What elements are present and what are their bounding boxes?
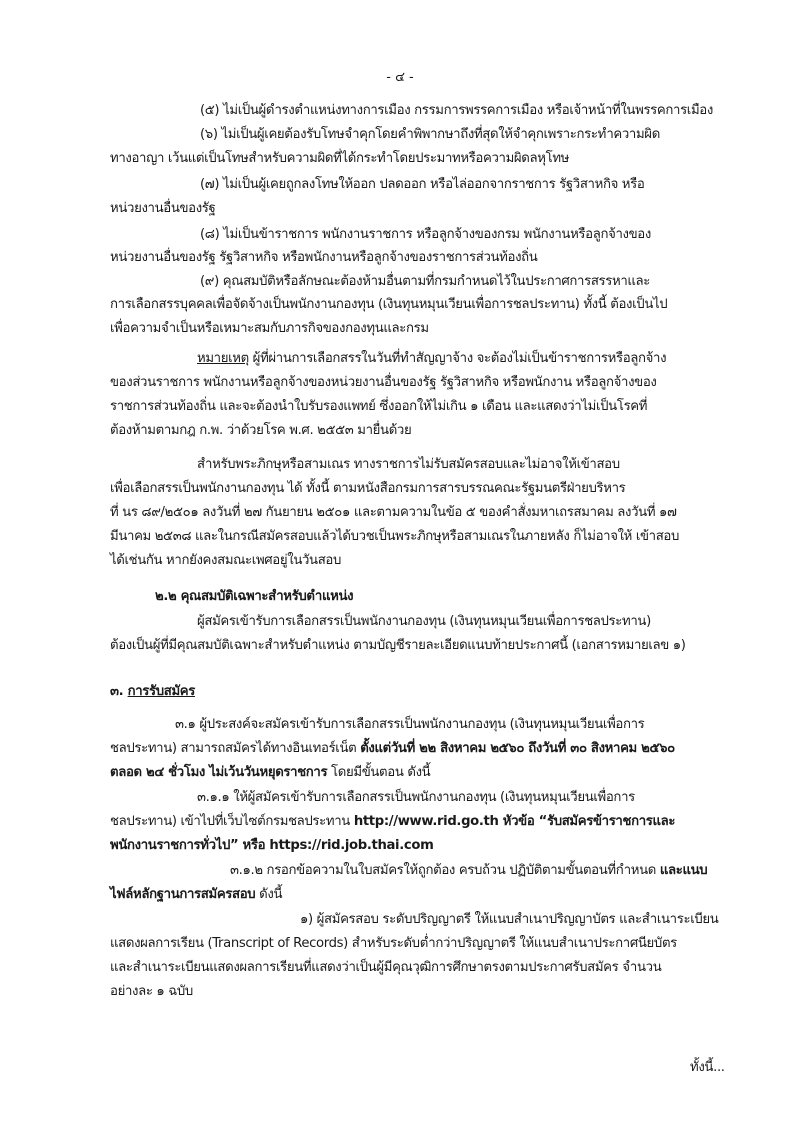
item-1-line-1: ๑) ผู้สมัครสอบ ระดับปริญญาตรี ให้แนบสำเนาปริญญาบัตร และสำเนาระเบียน: [300, 912, 719, 927]
section-3-number: ๓.: [110, 684, 128, 699]
note-label: หมายเหตุ: [197, 351, 249, 366]
monk-line-4: มีนาคม ๒๕๓๘ และในกรณีสมัครสอบแล้วได้บวชเป็นพระภิกษุหรือสามเณรในภายหลัง ก็ไม่อาจให้ เข้าสอบ: [110, 529, 680, 544]
para-3-1-text: ชลประทาน) สามารถสมัครได้ทางอินเทอร์เน็ต: [110, 741, 361, 756]
section-2-2-line-2: ต้องเป็นผู้ที่มีคุณสมบัติเฉพาะสำหรับตำแหน่ง ตามบัญชีรายละเอียดแนบท้ายประกาศนี้ (เอกสารหมายเลข ๑): [110, 638, 686, 653]
item-9-line-1: (๙) คุณสมบัติหรือลักษณะต้องห้ามอื่นตามที่กรมกำหนดไว้ในประกาศการสรรหาและ: [200, 274, 651, 289]
section-2-2-heading: ๒.๒ คุณสมบัติเฉพาะสำหรับตำแหน่ง: [155, 589, 354, 604]
note-line-4: ต้องห้ามตามกฎ ก.พ. ว่าด้วยโรค พ.ศ. ๒๕๕๓ มายื่นด้วย: [110, 423, 412, 438]
para-3-1-1-line-1: ๓.๑.๑ ให้ผู้สมัครเข้ารับการเลือกสรรเป็นพนักงานกองทุน (เงินทุนหมุนเวียนเพื่อการ: [197, 790, 635, 805]
para-3-1-line-2: [110, 739, 675, 759]
topic-label-cont: พนักงานราชการทั่วไป” หรือ: [110, 838, 270, 853]
monk-line-1: สำหรับพระภิกษุหรือสามเณร ทางราชการไม่รับสมัครสอบและไม่อาจให้เข้าสอบ: [197, 457, 620, 472]
note-line-3: ราชการส่วนท้องถิ่น และจะต้องนำใบรับรองแพทย์ ซึ่งออกให้ไม่เกิน ๑ เดือน และแสดงว่าไม่เป็นโรคที่: [110, 399, 648, 414]
item-6-line-1: (๖) ไม่เป็นผู้เคยต้องรับโทษจำคุกโดยคำพิพากษาถึงที่สุดให้จำคุกเพราะกระทำความผิด: [200, 127, 660, 142]
para-3-1-steps: โดยมีขั้นตอน ดังนี้: [327, 765, 431, 780]
item-1-line-2: แสดงผลการเรียน (Transcript of Records) สำหรับระดับต่ำกว่าปริญญาตรี ให้แนบสำเนาประกาศนียบัตร: [110, 936, 677, 951]
application-hours: ตลอด ๒๔ ชั่วโมง ไม่เว้นวันหยุดราชการ: [110, 765, 328, 780]
item-9-line-2: การเลือกสรรบุคคลเพื่อจัดจ้างเป็นพนักงานกองทุน (เงินทุนหมุนเวียนเพื่อการชลประทาน) ทั้งนี้ ต้องเป็นไป: [110, 297, 668, 312]
para-3-1-1-text: ชลประทาน) เข้าไปที่เว็บไซต์กรมชลประทาน: [110, 814, 354, 829]
para-3-1-2-attach: และแนบ: [659, 863, 708, 878]
application-period: ตั้งแต่วันที่ ๒๒ สิงหาคม ๒๕๖๐ ถึงวันที่ ๓๐ สิงหาคม ๒๕๖๐: [360, 741, 675, 756]
section-3-title: การรับสมัคร: [127, 684, 196, 699]
monk-line-3: ที่ นร ๘๙/๒๕๐๑ ลงวันที่ ๒๗ กันยายน ๒๕๐๑ และตามความในข้อ ๕ ของคำสั่งมหาเถรสมาคม ลงวันที่ ๑๗: [110, 505, 677, 520]
item-1-line-3: และสำเนาระเบียนแสดงผลการเรียนที่แสดงว่าเป็นผู้มีคุณวุฒิการศึกษาตรงตามประกาศรับสมัคร จำนวน: [110, 960, 662, 975]
para-3-1-1-line-3: [110, 836, 433, 856]
monk-line-2: เพื่อเลือกสรรเป็นพนักงานกองทุน ได้ ทั้งนี้ ตามหนังสือกรมการสารบรรณคณะรัฐมนตรีฝ่ายบริหาร: [110, 481, 626, 496]
para-3-1-1-line-2: [110, 812, 675, 832]
para-3-1-line-3: [110, 763, 430, 783]
rid-website-link[interactable]: http://www.rid.go.th: [353, 814, 499, 829]
item-7-line-2: หน่วยงานอื่นของรัฐ: [110, 201, 216, 216]
item-5: (๕) ไม่เป็นผู้ดำรงตำแหน่งทางการเมือง กรรมการพรรคการเมือง หรือเจ้าหน้าที่ในพรรคการเมือง: [200, 103, 713, 118]
note-text: ผู้ที่ผ่านการเลือกสรรในวันที่ทำสัญญาจ้าง จะต้องไม่เป็นข้าราชการหรือลูกจ้าง: [248, 351, 667, 366]
item-6-line-2: ทางอาญา เว้นแต่เป็นโทษสำหรับความผิดที่ได้กระทำโดยประมาทหรือความผิดลหุโทษ: [110, 151, 570, 166]
para-3-1-2-line-1: [230, 861, 707, 881]
evidence-files-label: ไฟล์หลักฐานการสมัครสอบ: [110, 887, 256, 902]
item-8-line-1: (๘) ไม่เป็นข้าราชการ พนักงานราชการ หรือลูกจ้างของกรม พนักงานหรือลูกจ้างของ: [200, 227, 651, 242]
item-7-line-1: (๗) ไม่เป็นผู้เคยถูกลงโทษให้ออก ปลดออก หรือไล่ออกจากราชการ รัฐวิสาหกิจ หรือ: [200, 177, 645, 192]
topic-label: หัวข้อ “รับสมัครข้าราชการและ: [498, 814, 676, 829]
item-8-line-2: หน่วยงานอื่นของรัฐ รัฐวิสาหกิจ หรือพนักงานหรือลูกจ้างของราชการส่วนท้องถิ่น: [110, 250, 538, 265]
para-3-1-2-follows: ดังนี้: [255, 887, 283, 902]
note-line-1: [197, 349, 666, 369]
monk-line-5: ได้เช่นกัน หากยังคงสมณะเพศอยู่ในวันสอบ: [110, 553, 342, 568]
para-3-1-2-line-2: [110, 885, 282, 905]
para-3-1-line-1: ๓.๑ ผู้ประสงค์จะสมัครเข้ารับการเลือกสรรเป็นพนักงานกองทุน (เงินทุนหมุนเวียนเพื่อการ: [175, 717, 645, 732]
job-website-link[interactable]: https://rid.job.thai.com: [269, 838, 434, 853]
continuation-marker: ทั้งนี้...: [690, 1060, 725, 1075]
section-3-heading: [110, 682, 195, 702]
section-2-2-line-1: ผู้สมัครเข้ารับการเลือกสรรเป็นพนักงานกองทุน (เงินทุนหมุนเวียนเพื่อการชลประทาน): [197, 614, 651, 629]
page-number: - ๔ -: [386, 70, 414, 85]
para-3-1-2-text: ๓.๑.๒ กรอกข้อความในใบสมัครให้ถูกต้อง ครบถ้วน ปฏิบัติตามขั้นตอนที่กำหนด: [230, 863, 660, 878]
item-1-line-4: อย่างละ ๑ ฉบับ: [110, 984, 193, 999]
note-line-2: ของส่วนราชการ พนักงานหรือลูกจ้างของหน่วยงานอื่นของรัฐ รัฐวิสาหกิจ หรือพนักงาน หรือลูกจ้างของ: [110, 375, 657, 390]
item-9-line-3: เพื่อความจำเป็นหรือเหมาะสมกับภารกิจของกองทุนและกรม: [110, 321, 429, 336]
